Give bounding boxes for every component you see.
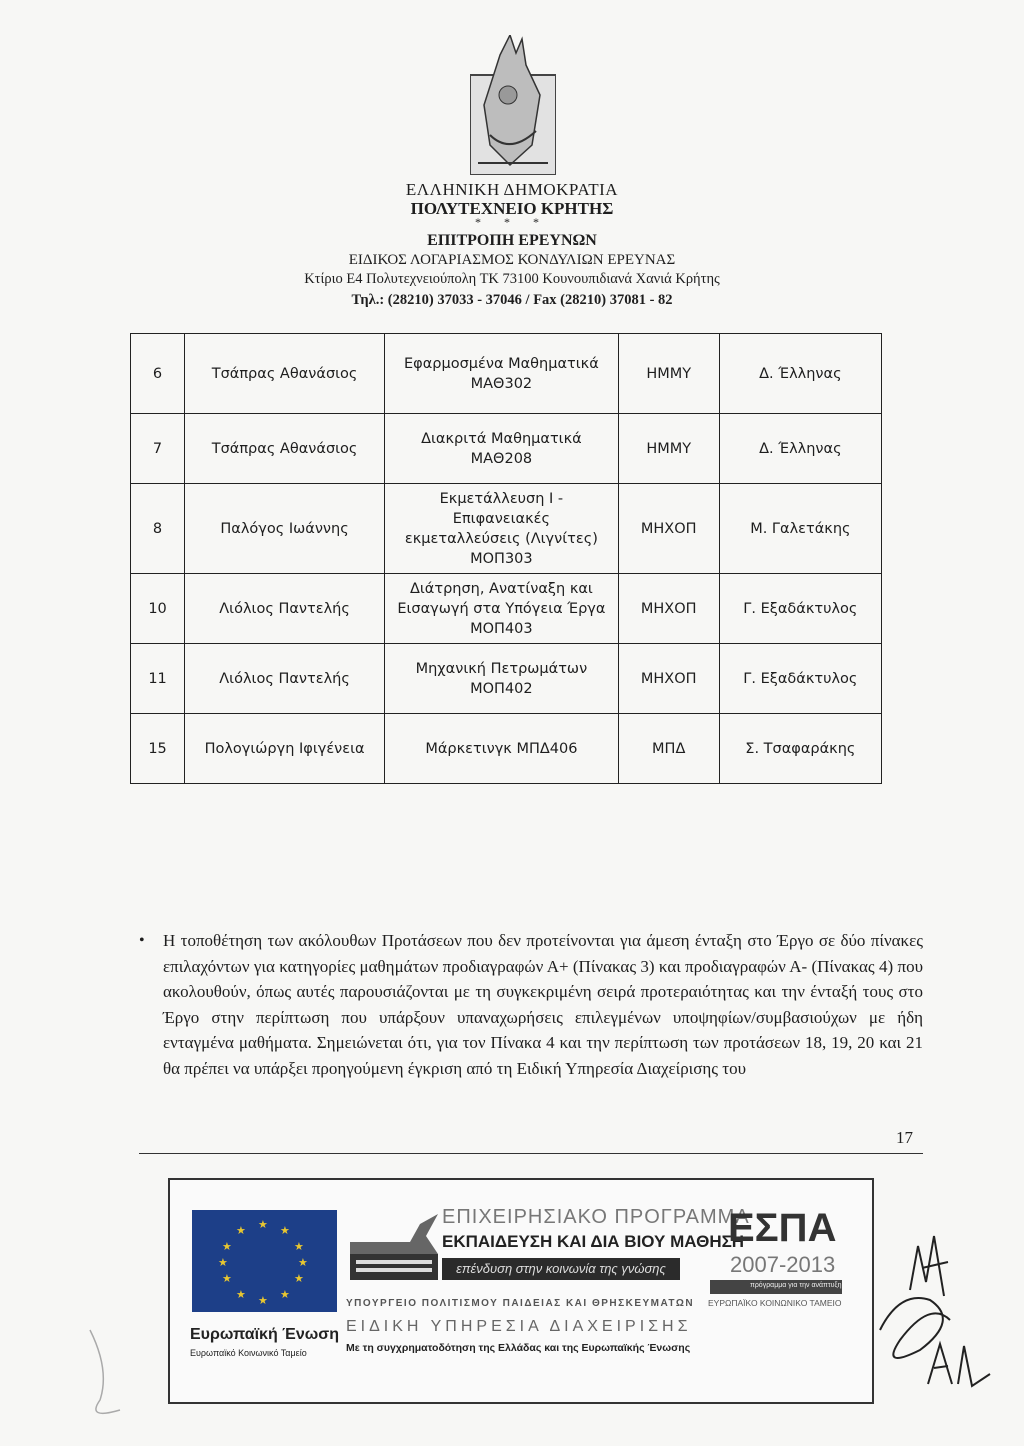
course-line: ΜΟΠ303	[470, 550, 533, 567]
course-cell	[385, 484, 619, 574]
supervisor-cell: Δ. Έλληνας	[719, 414, 881, 484]
course-line: Επιφανειακές	[452, 510, 550, 527]
course-line: ΜΑΘ208	[470, 450, 533, 467]
committee-heading: ΕΠΙΤΡΟΠΗ ΕΡΕΥΝΩΝ	[427, 232, 597, 249]
page-number: 17	[896, 1128, 913, 1147]
table-row	[131, 714, 882, 784]
student-name-cell: Λιόλιος Παντελής	[185, 644, 385, 714]
row-number-cell: 7	[131, 414, 185, 484]
row-number-cell: 11	[131, 644, 185, 714]
course-line: Μηχανική Πετρωμάτων	[415, 660, 588, 677]
proposals-table	[130, 333, 882, 784]
supervisor-cell: Γ. Εξαδάκτυλος	[719, 644, 881, 714]
address-line: Κτίριο Ε4 Πολυτεχνειούπολη ΤΚ 73100 Κουνουπιδιανά Χανιά Κρήτης	[304, 271, 720, 287]
supervisor-cell: Σ. Τσαφαράκης	[719, 714, 881, 784]
course-cell	[385, 714, 619, 784]
country-heading: ΕΛΛΗΝΙΚΗ ΔΗΜΟΚΡΑΤΙΑ	[405, 180, 619, 199]
university-heading: ΠΟΛΥΤΕΧΝΕΙΟ ΚΡΗΤΗΣ	[410, 199, 614, 218]
heading-stars: * * *	[475, 215, 549, 229]
university-emblem-logo	[470, 35, 556, 175]
signature-initials-bottom	[928, 1344, 990, 1386]
espa-fund-label: ΕΥΡΩΠΑΪΚΟ ΚΟΙΝΩΝΙΚΟ ΤΑΜΕΙΟ	[708, 1298, 842, 1308]
cofunding-statement: Με τη συγχρηματοδότηση της Ελλάδας και της Ευρωπαϊκής Ένωσης	[346, 1342, 691, 1354]
student-name-cell: Τσάπρας Αθανάσιος	[185, 334, 385, 414]
course-line: ΜΑΘ302	[470, 375, 533, 392]
programme-slogan: επένδυση στην κοινωνία της γνώσης	[442, 1258, 680, 1280]
ministry-label: ΥΠΟΥΡΓΕΙΟ ΠΟΛΙΤΙΣΜΟΥ ΠΑΙΔΕΙΑΣ ΚΑΙ ΘΡΗΣΚΕΥΜΑΤΩΝ	[346, 1298, 695, 1309]
course-cell	[385, 644, 619, 714]
student-name-cell: Παλόγος Ιωάννης	[185, 484, 385, 574]
course-line: ΜΟΠ402	[470, 680, 533, 697]
course-cell	[385, 334, 619, 414]
row-number-cell: 10	[131, 574, 185, 644]
row-number-cell: 8	[131, 484, 185, 574]
bullet-marker: •	[139, 932, 145, 949]
row-number-cell: 6	[131, 334, 185, 414]
table-row	[131, 334, 882, 414]
funding-banner	[168, 1178, 874, 1404]
signature-scribble	[880, 1298, 950, 1358]
department-cell: ΜΗΧΟΠ	[618, 644, 719, 714]
signature-initials-top	[910, 1236, 948, 1296]
managing-authority-label: ΕΙΔΙΚΗ ΥΠΗΡΕΣΙΑ ΔΙΑΧΕΙΡΙΣΗΣ	[346, 1318, 692, 1335]
course-line: Εισαγωγή στα Υπόγεια Έργα	[397, 600, 606, 617]
course-line: Εκμετάλλευση Ι -	[439, 490, 564, 507]
table-row	[131, 644, 882, 714]
espa-years: 2007-2013	[730, 1252, 836, 1277]
programme-title: ΕΠΙΧΕΙΡΗΣΙΑΚΟ ΠΡΟΓΡΑΜΜΑ	[442, 1206, 750, 1228]
course-line: Διακριτά Μαθηματικά	[421, 430, 582, 447]
department-cell: ΗΜΜΥ	[618, 334, 719, 414]
eu-flag-icon: ★ ★ ★ ★ ★ ★ ★ ★ ★ ★ ★ ★	[192, 1210, 337, 1312]
eu-social-fund-label: Ευρωπαϊκό Κοινωνικό Ταμείο	[190, 1348, 307, 1358]
table-row	[131, 414, 882, 484]
account-heading: ΕΙΔΙΚΟΣ ΛΟΓΑΡΙΑΣΜΟΣ ΚΟΝΔΥΛΙΩΝ ΕΡΕΥΝΑΣ	[348, 252, 676, 268]
course-line: Διάτρηση, Ανατίναξη και	[409, 580, 593, 597]
course-line: ΜΟΠ403	[470, 620, 533, 637]
table-row	[131, 484, 882, 574]
programme-subtitle: ΕΚΠΑΙΔΕΥΣΗ ΚΑΙ ΔΙΑ ΒΙΟΥ ΜΑΘΗΣΗ	[442, 1232, 745, 1251]
course-cell	[385, 574, 619, 644]
espa-logo: ΕΣΠΑ	[728, 1206, 837, 1250]
department-cell: ΜΠΔ	[618, 714, 719, 784]
department-cell: ΗΜΜΥ	[618, 414, 719, 484]
student-name-cell: Λιόλιος Παντελής	[185, 574, 385, 644]
student-name-cell: Τσάπρας Αθανάσιος	[185, 414, 385, 484]
espa-tagline-bar	[710, 1280, 842, 1294]
supervisor-cell: Μ. Γαλετάκης	[719, 484, 881, 574]
supervisor-cell: Γ. Εξαδάκτυλος	[719, 574, 881, 644]
department-cell: ΜΗΧΟΠ	[618, 484, 719, 574]
course-cell	[385, 414, 619, 484]
eu-label: Ευρωπαϊκή Ένωση	[190, 1326, 339, 1343]
espa-tagline: πρόγραμμα για την ανάπτυξη	[750, 1282, 842, 1289]
operational-programme-mark-icon	[350, 1214, 438, 1280]
course-line: Μάρκετινγκ ΜΠΔ406	[425, 740, 578, 757]
footer-rule	[139, 1153, 923, 1154]
body-paragraph: Η τοποθέτηση των ακόλουθων Προτάσεων που δεν προτείνονται για άμεση ένταξη στο Έργο σε δύο πίνακες επιλαχόντων για κατηγορίες μαθημάτων προδιαγραφών Α+ (Πίνακας 3) και προδιαγραφών Α- (Πίνακας 4) που ακολουθούν, όπως αυτές παρουσιάζονται με τη συγκεκριμένη σειρά προτεραιότητας και την ένταξή τους στο Έργο στην περίπτωση που υπάρξουν υπαναχωρήσεις επιλεγμένων υποψηφίων/συμβασιούχων με ήδη ενταγμένα μαθήματα. Σημειώνεται ότι, για τον Πίνακα 4 και την περίπτωση των προτάσεων 18, 19, 20 και 21 θα πρέπει να υπάρξει προηγούμενη έγκριση από τη Ειδική Υπηρεσία Διαχείρισης του	[163, 931, 923, 1078]
department-cell: ΜΗΧΟΠ	[618, 574, 719, 644]
margin-scribble	[90, 1330, 120, 1413]
supervisor-cell: Δ. Έλληνας	[719, 334, 881, 414]
row-number-cell: 15	[131, 714, 185, 784]
student-name-cell: Πολογιώργη Ιφιγένεια	[185, 714, 385, 784]
course-line: εκμεταλλεύσεις (Λιγνίτες)	[404, 530, 598, 547]
table-row	[131, 574, 882, 644]
course-line: Εφαρμοσμένα Μαθηματικά	[404, 355, 599, 372]
phone-line: Τηλ.: (28210) 37033 - 37046 / Fax (28210) 37081 - 82	[351, 292, 673, 308]
